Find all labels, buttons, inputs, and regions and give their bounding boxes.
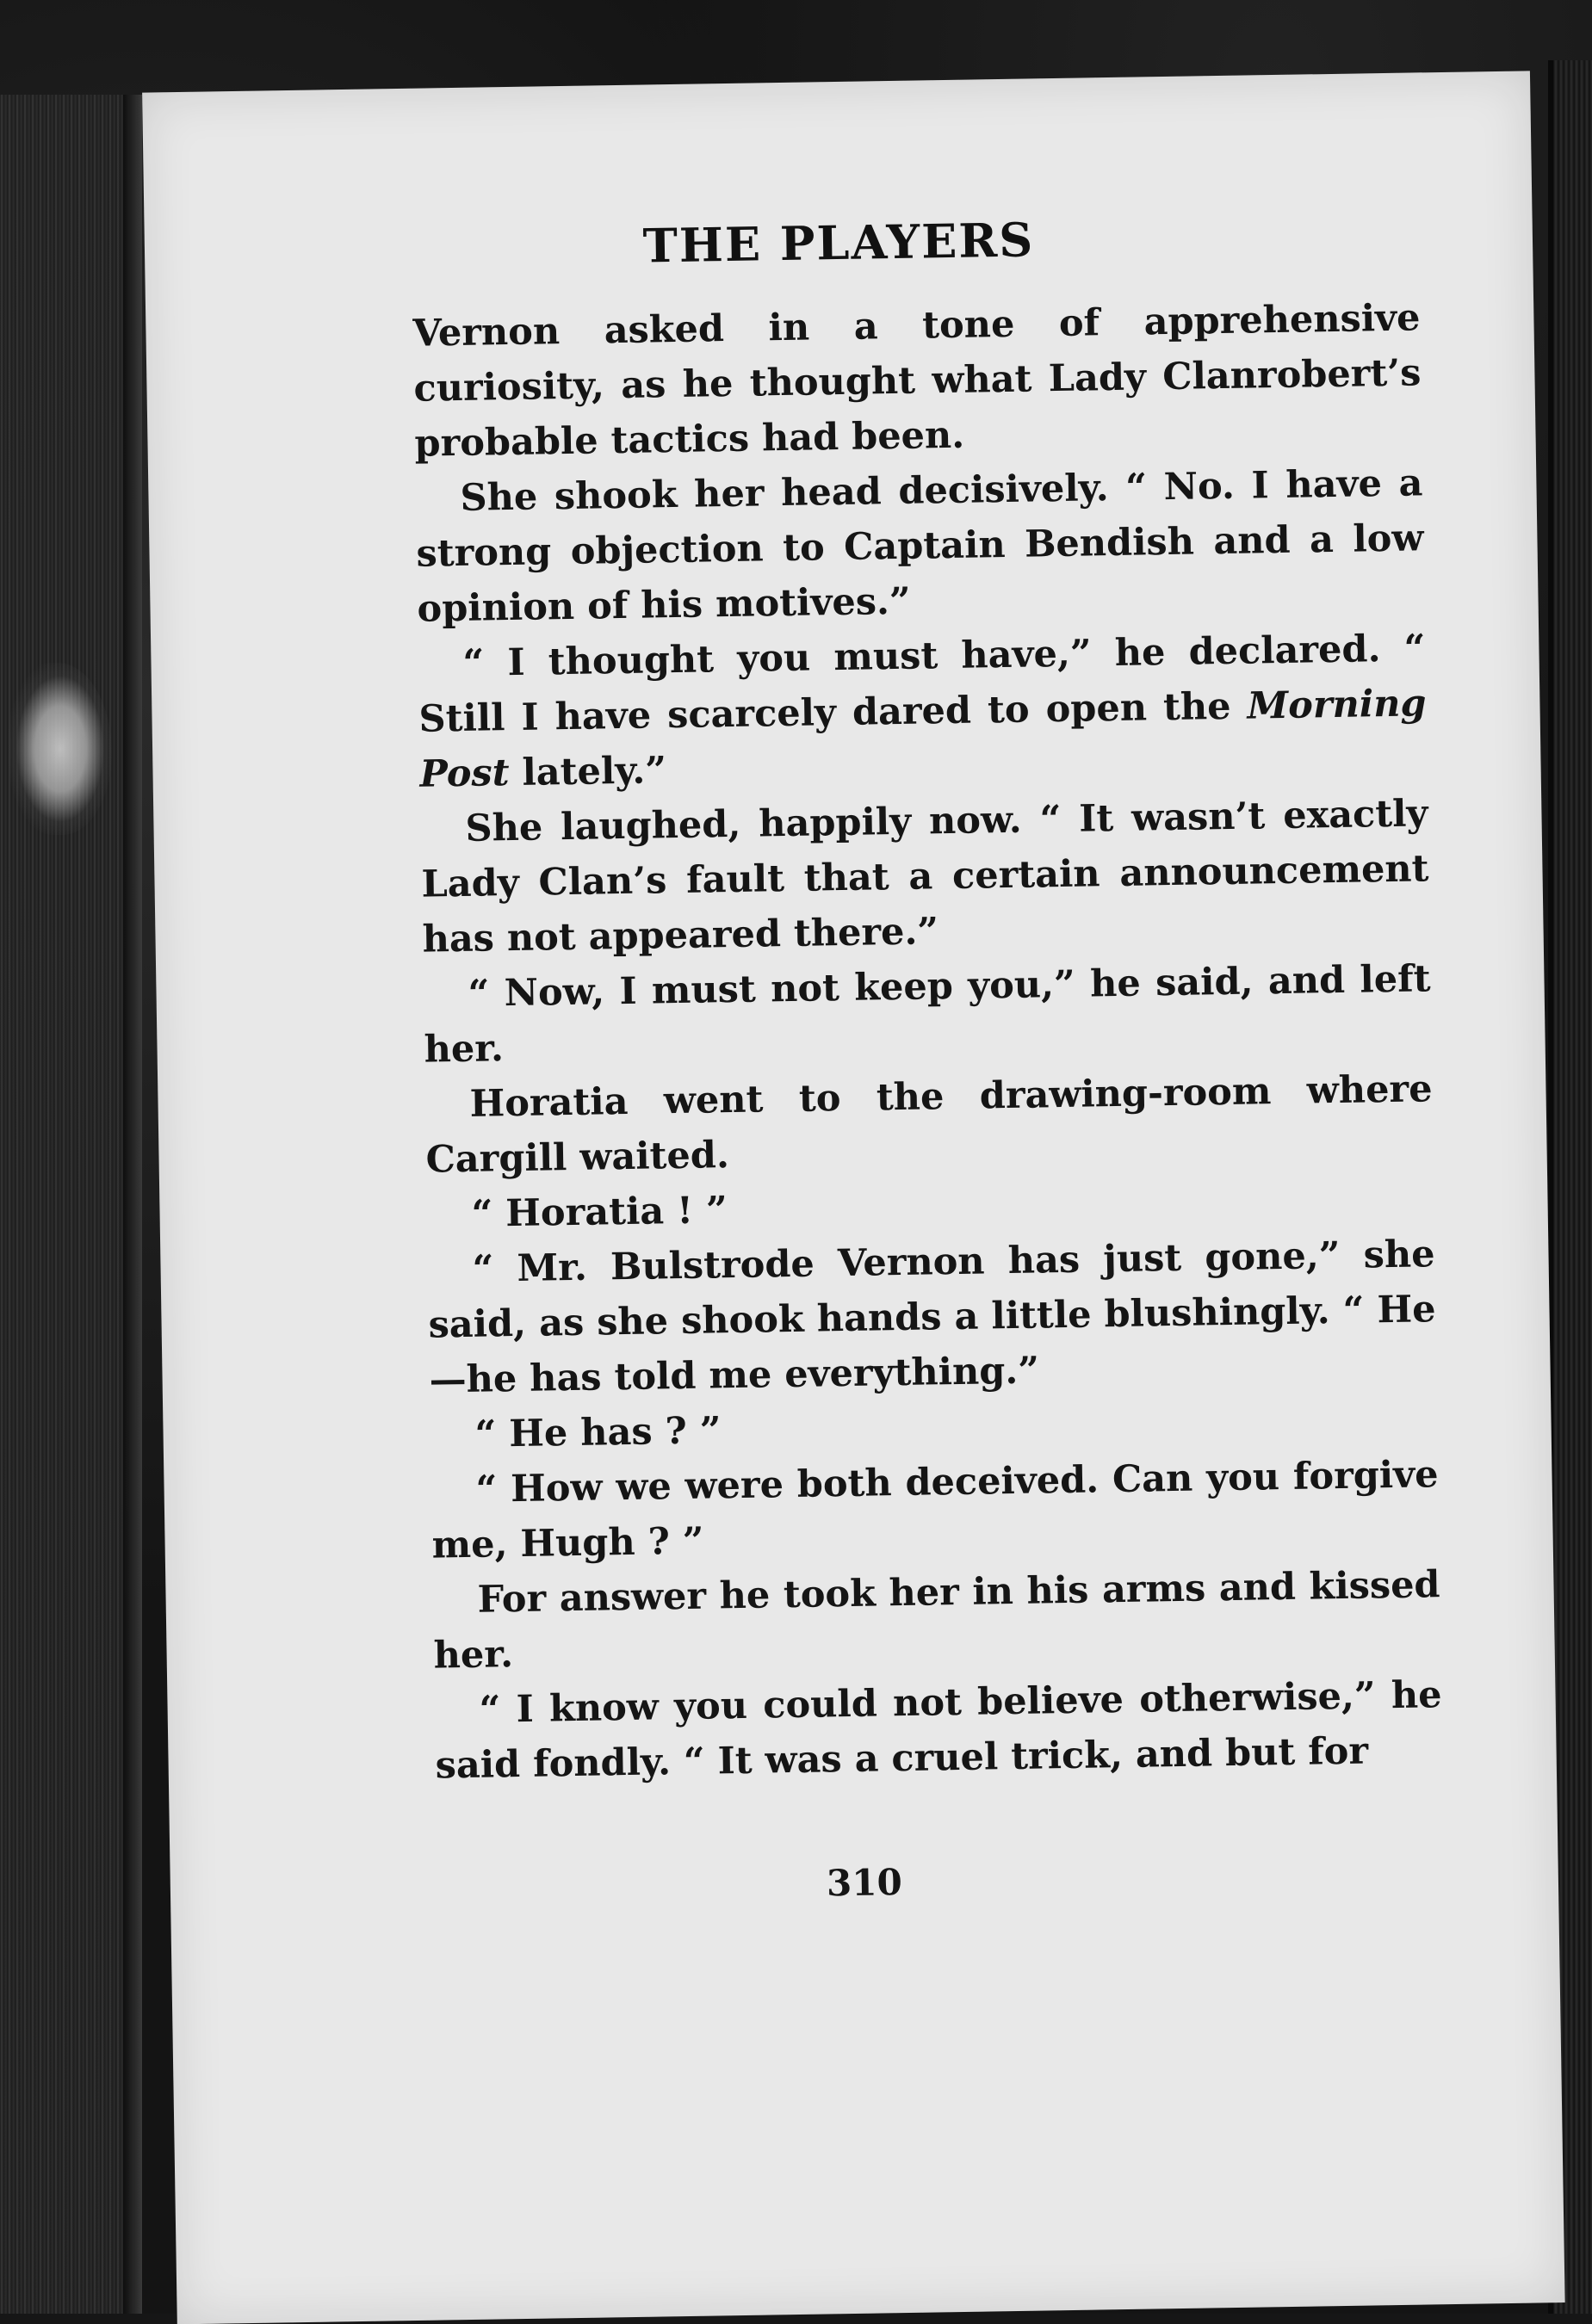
- paragraph: “ He has ? ”: [474, 1409, 722, 1456]
- running-head: THE PLAYERS: [642, 212, 1035, 274]
- book-page-edges: [0, 95, 142, 2314]
- book-page: [142, 71, 1565, 2324]
- paragraph: She shook her head decisively. “ No. I have a strong objection to Captain Bendish and a low opinion of his motives.”: [416, 461, 1424, 631]
- paragraph: “ Mr. Bulstrode Vernon has just gone,” she said, as she shook hands a little blushingly. “ He—he has told me everything.”: [428, 1233, 1436, 1402]
- paragraph-text: “ I thought you must have,” he declared. “ Still I have scarcely dared to open the: [418, 627, 1426, 741]
- paragraph: She laughed, happily now. “ It wasn’t exactly Lady Clan’s fault that a certain announcement has not appeared there.”: [421, 792, 1429, 961]
- newspaper-title: Morning Post: [419, 682, 1427, 796]
- paragraph: For answer he took her in his arms and kissed her.: [433, 1563, 1440, 1678]
- paragraph: “ How we were both deceived. Can you forgive me, Hugh ? ”: [431, 1453, 1439, 1567]
- page-number: 310: [826, 1861, 903, 1905]
- paragraph: [418, 621, 1428, 801]
- paragraph: Horatia went to the drawing-room where Cargill waited.: [425, 1067, 1433, 1182]
- paragraph: “ Now, I must not keep you,” he said, and left her.: [424, 957, 1431, 1072]
- body-text: [412, 290, 1443, 1793]
- paragraph: Vernon asked in a tone of apprehensive curiosity, as he thought what Lady Clanrobert’s probable tactics had been.: [412, 296, 1422, 466]
- paragraph: “ I know you could not believe otherwise,” he said fondly. “ It was a cruel trick, and but for: [435, 1673, 1442, 1788]
- paragraph-text-tail: lately.”: [522, 749, 667, 794]
- paragraph: “ Horatia ! ”: [471, 1189, 728, 1236]
